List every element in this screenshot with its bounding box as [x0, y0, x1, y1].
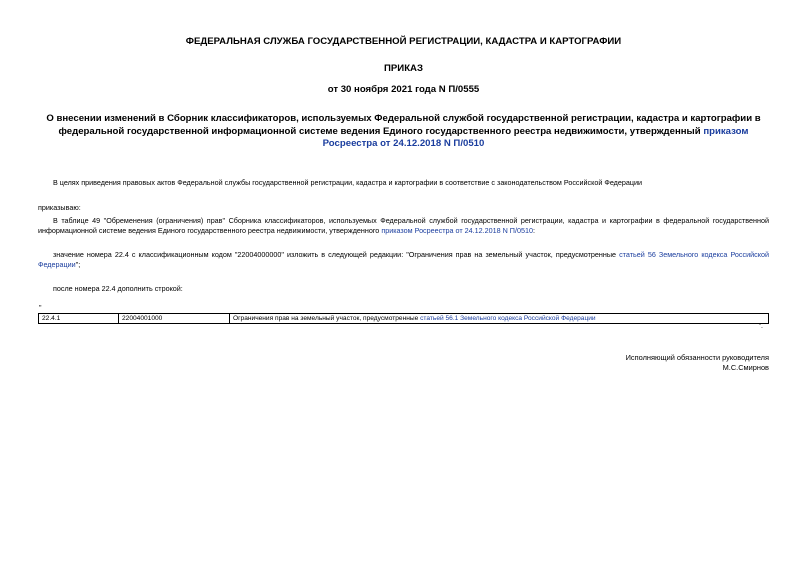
signatory-name: М.С.Смирнов — [722, 363, 769, 372]
table-cell-name — [230, 313, 769, 323]
signatory-position: Исполняющий обязанности руководителя — [625, 352, 769, 362]
title-reference-link[interactable]: приказом Росреестра от 24.12.2018 N П/0510 — [322, 125, 749, 149]
item2-text: значение номера 22.4 с классификационным кодом "22004000000" изложить в следующей редакции: "Ограничения прав на земельный участок, предусмотренные — [53, 249, 620, 259]
table-row — [39, 313, 769, 323]
item3-paragraph: после номера 22.4 дополнить строкой: — [53, 283, 183, 293]
table-cell-name-text: Ограничения прав на земельный участок, предусмотренные — [233, 314, 421, 322]
table-cell-code: 22004001000 — [119, 313, 230, 323]
quote-open-mark: " — [39, 304, 42, 312]
classifier-table — [38, 313, 769, 324]
document-title — [38, 113, 769, 151]
document-date-number: от 30 ноября 2021 года N П/0555 — [327, 84, 480, 95]
title-text: О внесении изменений в Сборник классификаторов, используемых Федеральной службой государственной регистрации, кадастра и картографии в федеральной государственной информационной системе ведения Единого государственного реестра недвижимости, утвержденный — [46, 113, 761, 137]
order-word: приказываю: — [38, 202, 81, 212]
item2-reference-link[interactable]: статьей 56 Земельного кодекса Российской Федерации — [38, 249, 769, 269]
item1-end: : — [532, 225, 535, 235]
item2-paragraph — [38, 250, 769, 270]
document-type: ПРИКАЗ — [384, 63, 423, 74]
agency-name: ФЕДЕРАЛЬНАЯ СЛУЖБА ГОСУДАРСТВЕННОЙ РЕГИСТРАЦИИ, КАДАСТРА И КАРТОГРАФИИ — [185, 36, 622, 47]
document-page — [38, 30, 769, 374]
signature-block — [38, 353, 769, 374]
item1-text: В таблице 49 "Обременения (ограничения) прав" Сборника классификаторов, используемых Федеральной службой государственной регистрации, кадастра и картографии в федеральной государственной информационной системе ведения Единого государственного реестра недвижимости, утвержденного — [38, 215, 769, 235]
item1-reference-link[interactable]: приказом Росреестра от 24.12.2018 N П/0510 — [381, 225, 533, 235]
quote-close-mark: ". — [758, 322, 763, 330]
item2-end: "; — [75, 259, 81, 269]
table-cell-reference-link[interactable]: статьей 56.1 Земельного кодекса Российской Федерации — [420, 314, 596, 322]
item1-paragraph — [38, 216, 769, 236]
purpose-paragraph: В целях приведения правовых актов Федеральной службы государственной регистрации, кадастра и картографии в соответствие с законодательством Российской Федерации — [53, 177, 642, 187]
table-cell-number: 22.4.1 — [39, 313, 119, 323]
